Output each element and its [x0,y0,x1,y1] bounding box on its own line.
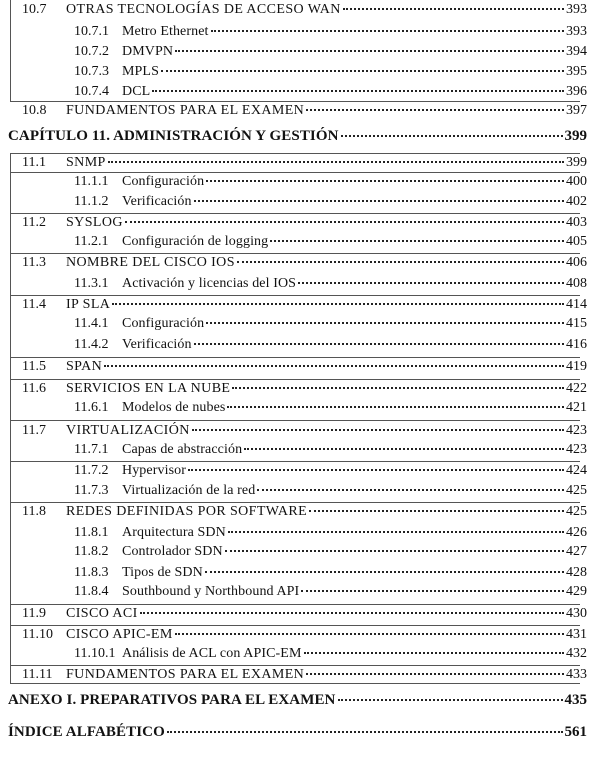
dot-leader [125,221,564,223]
toc-subsection-entry [74,542,587,561]
dot-leader [194,200,564,202]
entry-title: REDES DEFINIDAS POR SOFTWARE [66,504,308,519]
entry-number: 11.8.2 [74,544,109,559]
toc-section-entry [22,379,587,398]
page-number: 406 [566,255,587,270]
page-number: 428 [566,565,587,580]
toc-chapter-entry [8,691,587,710]
entry-title: SYSLOG [66,215,123,230]
page-number: 427 [566,544,587,559]
group-horizontal-rule [10,420,580,421]
page-number: 405 [566,234,587,249]
group-horizontal-rule [10,625,580,626]
group-horizontal-rule [10,153,580,154]
toc-subsection-entry [74,82,587,101]
entry-title: CISCO ACI [66,606,138,621]
entry-number: 11.8.3 [74,565,109,580]
entry-number: 10.7.4 [74,84,109,99]
entry-title: Arquitectura SDN [122,525,226,540]
toc-subsection-entry [74,314,587,333]
toc-section-entry [22,604,587,623]
entry-number: 11.8 [22,504,46,519]
dot-leader [304,652,564,654]
dot-leader [341,135,563,137]
group-horizontal-rule [10,461,580,462]
entry-title: Verificación [122,194,192,209]
dot-leader [175,633,564,635]
dot-leader [192,429,564,431]
toc-subsection-entry [74,232,587,251]
entry-number: 10.7.3 [74,64,109,79]
group-horizontal-rule [10,172,580,173]
entry-title: DMVPN [122,44,174,59]
page-number: 421 [566,400,587,415]
page-number: 429 [566,584,587,599]
toc-subsection-entry [74,644,587,663]
entry-title: Virtualización de la red [122,483,256,498]
entry-title: OTRAS TECNOLOGÍAS DE ACCESO WAN [66,2,341,17]
toc-subsection-entry [74,582,587,601]
entry-title: Tipos de SDN [122,565,203,580]
dot-leader [188,469,564,471]
dot-leader [301,590,564,592]
entry-title: DCL [122,84,151,99]
group-horizontal-rule [10,665,580,666]
page-number: 400 [566,174,587,189]
entry-title: SPAN [66,359,103,374]
toc-section-entry [22,357,587,376]
toc-section-entry [22,625,587,644]
toc-subsection-entry [74,398,587,417]
toc-section-entry [22,295,587,314]
dot-leader [244,448,564,450]
dot-leader [175,50,564,52]
page-number: 393 [566,2,587,17]
entry-number: 11.2.1 [74,234,109,249]
dot-leader [205,571,564,573]
entry-title: ANEXO I. PREPARATIVOS PARA EL EXAMEN [8,692,336,708]
entry-title: Hypervisor [122,463,186,478]
group-horizontal-rule [10,253,580,254]
dot-leader [306,109,564,111]
page-number: 399 [564,128,587,144]
page-number: 435 [564,692,587,708]
toc-section-entry [22,0,587,19]
entry-title: Análisis de ACL con APIC-EM [122,646,302,661]
page-number: 425 [566,504,587,519]
entry-number: 11.7 [22,423,46,438]
entry-title: Activación y licencias del IOS [122,276,297,291]
dot-leader [140,612,564,614]
toc-subsection-entry [74,62,587,81]
toc-subsection-entry [74,274,587,293]
dot-leader [338,699,563,701]
page-number: 416 [566,337,587,352]
entry-title: SERVICIOS EN LA NUBE [66,381,231,396]
entry-title: VIRTUALIZACIÓN [66,423,190,438]
entry-title: Configuración [122,174,205,189]
page-number: 430 [566,606,587,621]
entry-title: ÍNDICE ALFABÉTICO [8,724,165,740]
page-number: 425 [566,483,587,498]
toc-subsection-entry [74,481,587,500]
group-horizontal-rule [10,604,580,605]
dot-leader [306,673,564,675]
entry-number: 11.1 [22,155,46,170]
entry-number: 11.8.1 [74,525,109,540]
group-horizontal-rule [10,101,580,102]
entry-number: 11.8.4 [74,584,109,599]
toc-chapter-entry [8,127,587,146]
page-number: 433 [566,667,587,682]
entry-number: 11.4.2 [74,337,109,352]
dot-leader [227,406,564,408]
page-number: 395 [566,64,587,79]
dot-leader [167,731,563,733]
dot-leader [108,161,564,163]
page-number: 423 [566,423,587,438]
page-number: 419 [566,359,587,374]
group-horizontal-rule [10,213,580,214]
group-horizontal-rule [10,357,580,358]
dot-leader [112,303,564,305]
toc-section-entry [22,153,587,172]
entry-title: SNMP [66,155,106,170]
page-number: 402 [566,194,587,209]
entry-title: Controlador SDN [122,544,223,559]
entry-title: Southbound y Northbound API [122,584,300,599]
entry-number: 11.10 [22,627,53,642]
page-number: 424 [566,463,587,478]
entry-number: 11.7.2 [74,463,109,478]
entry-number: 11.3.1 [74,276,109,291]
entry-title: NOMBRE DEL CISCO IOS [66,255,235,270]
dot-leader [298,282,564,284]
toc-section-entry [22,502,587,521]
page-number: 561 [564,724,587,740]
dot-leader [152,90,564,92]
entry-number: 11.1.2 [74,194,109,209]
entry-title: Configuración [122,316,205,331]
dot-leader [104,365,564,367]
entry-number: 10.7 [22,2,47,17]
page-number: 423 [566,442,587,457]
group-horizontal-rule [10,379,580,380]
entry-number: 11.7.1 [74,442,109,457]
dot-leader [309,510,564,512]
page-number: 432 [566,646,587,661]
entry-title: CISCO APIC-EM [66,627,173,642]
entry-title: CAPÍTULO 11. ADMINISTRACIÓN Y GESTIÓN [8,128,339,144]
entry-title: FUNDAMENTOS PARA EL EXAMEN [66,103,305,118]
toc-chapter-entry [8,723,587,742]
entry-title: FUNDAMENTOS PARA EL EXAMEN [66,667,305,682]
toc-section-entry [22,213,587,232]
group-horizontal-rule [10,502,580,503]
toc-section-entry [22,421,587,440]
entry-title: Configuración de logging [122,234,269,249]
toc-section-entry [22,101,587,120]
entry-number: 11.10.1 [74,646,116,661]
entry-number: 11.4.1 [74,316,109,331]
toc-subsection-entry [74,172,587,191]
page-number: 393 [566,24,587,39]
page-number: 394 [566,44,587,59]
entry-title: Capas de abstracción [122,442,243,457]
entry-title: Modelos de nubes [122,400,226,415]
group-horizontal-rule [10,295,580,296]
entry-number: 11.9 [22,606,46,621]
page-number: 422 [566,381,587,396]
page-number: 426 [566,525,587,540]
toc-subsection-entry [74,192,587,211]
group-horizontal-rule [10,683,580,684]
entry-title: Metro Ethernet [122,24,209,39]
toc-section-entry [22,253,587,272]
group-vertical-rule [10,0,11,101]
toc-subsection-entry [74,42,587,61]
page-number: 415 [566,316,587,331]
dot-leader [232,387,564,389]
dot-leader [206,180,564,182]
dot-leader [237,261,564,263]
entry-number: 11.4 [22,297,46,312]
entry-number: 10.7.2 [74,44,109,59]
page-number: 396 [566,84,587,99]
entry-number: 11.11 [22,667,53,682]
entry-title: Verificación [122,337,192,352]
entry-number: 10.7.1 [74,24,109,39]
entry-number: 11.7.3 [74,483,109,498]
toc-section-entry [22,665,587,684]
dot-leader [257,489,564,491]
entry-number: 10.8 [22,103,47,118]
page-number: 397 [566,103,587,118]
toc-subsection-entry [74,335,587,354]
entry-number: 11.6 [22,381,46,396]
entry-number: 11.1.1 [74,174,109,189]
dot-leader [270,240,564,242]
dot-leader [194,343,564,345]
dot-leader [211,30,564,32]
page-number: 414 [566,297,587,312]
dot-leader [161,70,564,72]
toc-subsection-entry [74,563,587,582]
entry-number: 11.2 [22,215,46,230]
toc-subsection-entry [74,461,587,480]
entry-title: MPLS [122,64,159,79]
entry-number: 11.6.1 [74,400,109,415]
toc-subsection-entry [74,22,587,41]
entry-number: 11.5 [22,359,46,374]
page-number: 408 [566,276,587,291]
entry-number: 11.3 [22,255,46,270]
dot-leader [228,531,564,533]
toc-subsection-entry [74,523,587,542]
dot-leader [343,8,564,10]
page-number: 431 [566,627,587,642]
page-number: 399 [566,155,587,170]
dot-leader [206,322,564,324]
dot-leader [225,550,564,552]
page-number: 403 [566,215,587,230]
entry-title: IP SLA [66,297,111,312]
toc-subsection-entry [74,440,587,459]
